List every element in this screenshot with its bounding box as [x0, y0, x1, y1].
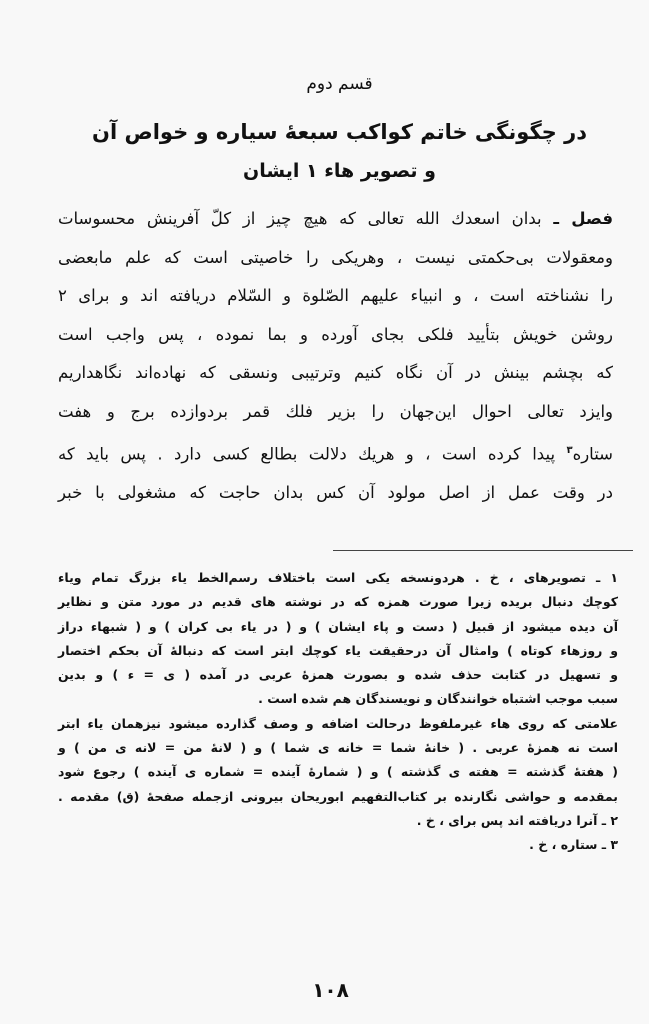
body-line-4: روشن خویش بتأیید فلکی بجای آورده و بما نموده ، پس واجب است [58, 324, 613, 344]
footnote-line: است نه همزهٔ عربی . ( خانهٔ شما = خانه ی شما ) و ( لانهٔ من = لانه ی من ) و [58, 740, 618, 756]
footnote-line: بمقدمه و حواشی نگارنده بر کتاب‌التفهیم ابوریحان بیرونی ازجمله صفحهٔ (ق) مقدمه . [58, 788, 618, 804]
section-label: قسم دوم [306, 74, 373, 94]
body-line-6: وایزد تعالی احوال این‌جهان را بزیر فلك قمر بردوازده برج و هفت [58, 401, 613, 421]
chapter-title-line-2: و تصویر هاء ۱ ایشان [243, 160, 436, 182]
footnotes [58, 566, 618, 858]
footnote-marker-3: ۳ [566, 444, 573, 456]
footnote-line: ۲ ـ آنرا دریافته اند پس برای ، خ . [416, 812, 618, 828]
body-line-2: ومعقولات بی‌حکمتی نیست ، وهریکی را خاصیتی است که علم مابعضی [58, 247, 613, 267]
body-line-5: که بچشم بینش در آن نگاه کنیم وترتیبی ونسقی که نهاده‌اند نگاهداریم [58, 363, 613, 383]
footnote-divider [333, 550, 633, 551]
footnote-line: ۳ ـ ستاره ، خ . [529, 837, 618, 853]
footnote-line: کوچك دنبال بریده زیرا صورت همزه که در نوشته های قدیم در مورد متن و نظایر [58, 594, 618, 610]
body-line-8: در وقت عمل از اصل مولود آن کس بدان حاجت که مشغولی با خبر [58, 482, 613, 502]
section-lead-word: فصل ـ [553, 209, 613, 228]
footnote-line: آن دیده میشود از قبیل ( دست و پاء ایشان ) و ( در یاء بی کران ) و ( شبهاء دراز [58, 618, 618, 634]
body-line-3: را نشناخته است ، و انبیاء علیهم الصّلوة و السّلام دریافته اند و برای ۲ [58, 286, 613, 306]
chapter-title-line-1: در چگونگی خاتم کواکب سبعهٔ سیاره و خواص آن [92, 120, 587, 144]
page-number: ۱۰۸ [312, 978, 349, 1002]
body-line-1: فصل ـ بدان اسعدك الله تعالی که هیچ چیز از كلّ آفرینش محسوسات [58, 209, 613, 228]
footnote-line: ۱ ـ تصویرهای ، خ . هردونسخه یکی است باختلاف رسم‌الخط یاء بزرگ تمام ویاء [58, 570, 618, 585]
footnote-line: سبب موجب اشتباه خوانندگان و نویسندگان هم شده است . [258, 691, 618, 707]
footnote-line: و روزهاء کوتاه ) وامثال آن درحقیقت یاء کوچك ابتر است که دنبالهٔ آن بحکم اختصار [58, 642, 618, 658]
body-line-7: ستاره$^۳$ پیدا کرده است ، و هریك دلالت بطالع کسی دارد . پس باید که [58, 444, 614, 464]
footnote-line: ( هفتهٔ گذشته = هفته ی گذشته ) و ( شمارهٔ آینده = شماره ی آینده ) رجوع شود [58, 764, 618, 780]
body-paragraph [58, 200, 613, 512]
footnote-line: و تسهیل در کتابت حذف شده و بصورت همزهٔ عربی در آمده ( ی = ء ) و بدین [58, 667, 618, 683]
footnote-line: علامتی که روی هاء غیرملفوظ درحالت اضافه و وصف گذارده میشود نیزهمان یاء ابتر [58, 715, 618, 731]
